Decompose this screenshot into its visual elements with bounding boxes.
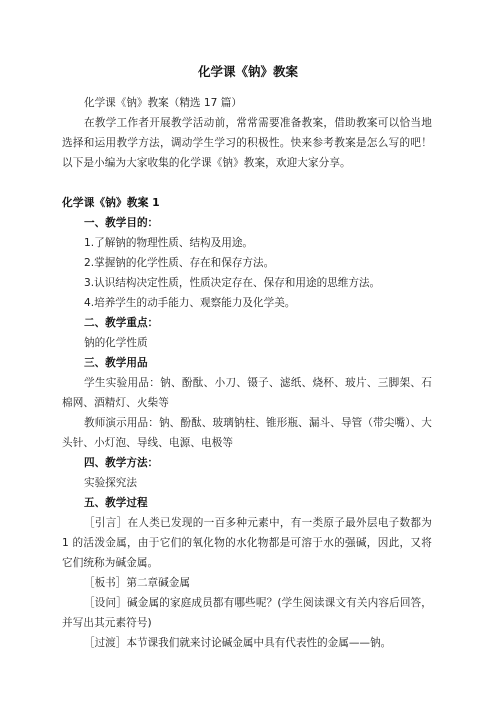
student-materials: 学生实验用品：钠、酚酞、小刀、镊子、滤纸、烧杯、玻片、三脚架、石棉网、酒精灯、火柴等: [62, 377, 432, 409]
teacher-materials: 教师演示用品：钠、酚酞、玻璃钠柱、锥形瓶、漏斗、导管（带尖嘴）、大头针、小灯泡、导线、电源、电极等: [62, 417, 432, 449]
intro-paragraph: 在教学工作者开展教学活动前，常常需要准备教案，借助教案可以恰当地选择和运用教学方法，调动学生学习的积极性。快来参考教案是怎么写的吧！以下是小编为大家收集的化学课《钠》教案，欢迎大家分享。: [62, 117, 432, 169]
section-heading-process: 五、教学过程: [84, 497, 148, 509]
process-board: ［板书］第二章碱金属: [84, 577, 190, 589]
focus-text: 钠的化学性质: [84, 337, 148, 349]
section-heading-materials: 三、教学用品: [84, 357, 148, 369]
lesson-title: 化学课《钠》教案 1: [62, 196, 160, 209]
method-text: 实验探究法: [84, 477, 137, 489]
document-subtitle: 化学课《钠》教案（精选 17 篇）: [84, 97, 242, 109]
section-heading-focus: 二、教学重点：: [84, 317, 159, 329]
process-transition: ［过渡］本节课我们就来讨论碱金属中具有代表性的金属——钠。: [84, 637, 392, 649]
process-intro: ［引言］在人类已发现的一百多种元素中，有一类原子最外层电子数都为 1 的活泼金属，由于它们的氧化物的水化物都是可溶于水的强碱，因此，又将它们统称为碱金属。: [62, 517, 432, 569]
section-heading-method: 四、教学方法：: [84, 457, 159, 469]
goal-item: 3.认识结构决定性质，性质决定存在、保存和用途的思维方法。: [84, 277, 381, 289]
goal-item: 2.掌握钠的化学性质、存在和保存方法。: [84, 257, 275, 269]
process-question: ［设问］碱金属的家庭成员都有哪些呢？(学生阅读课文有关内容后回答，并写出其元素符号): [62, 597, 432, 629]
goal-item: 1.了解钠的物理性质、结构及用途。: [84, 237, 254, 249]
goal-item: 4.培养学生的动手能力、观察能力及化学美。: [84, 297, 296, 309]
document-title: 化学课《钠》教案: [197, 64, 298, 79]
section-heading-goals: 一、教学目的：: [84, 217, 159, 229]
